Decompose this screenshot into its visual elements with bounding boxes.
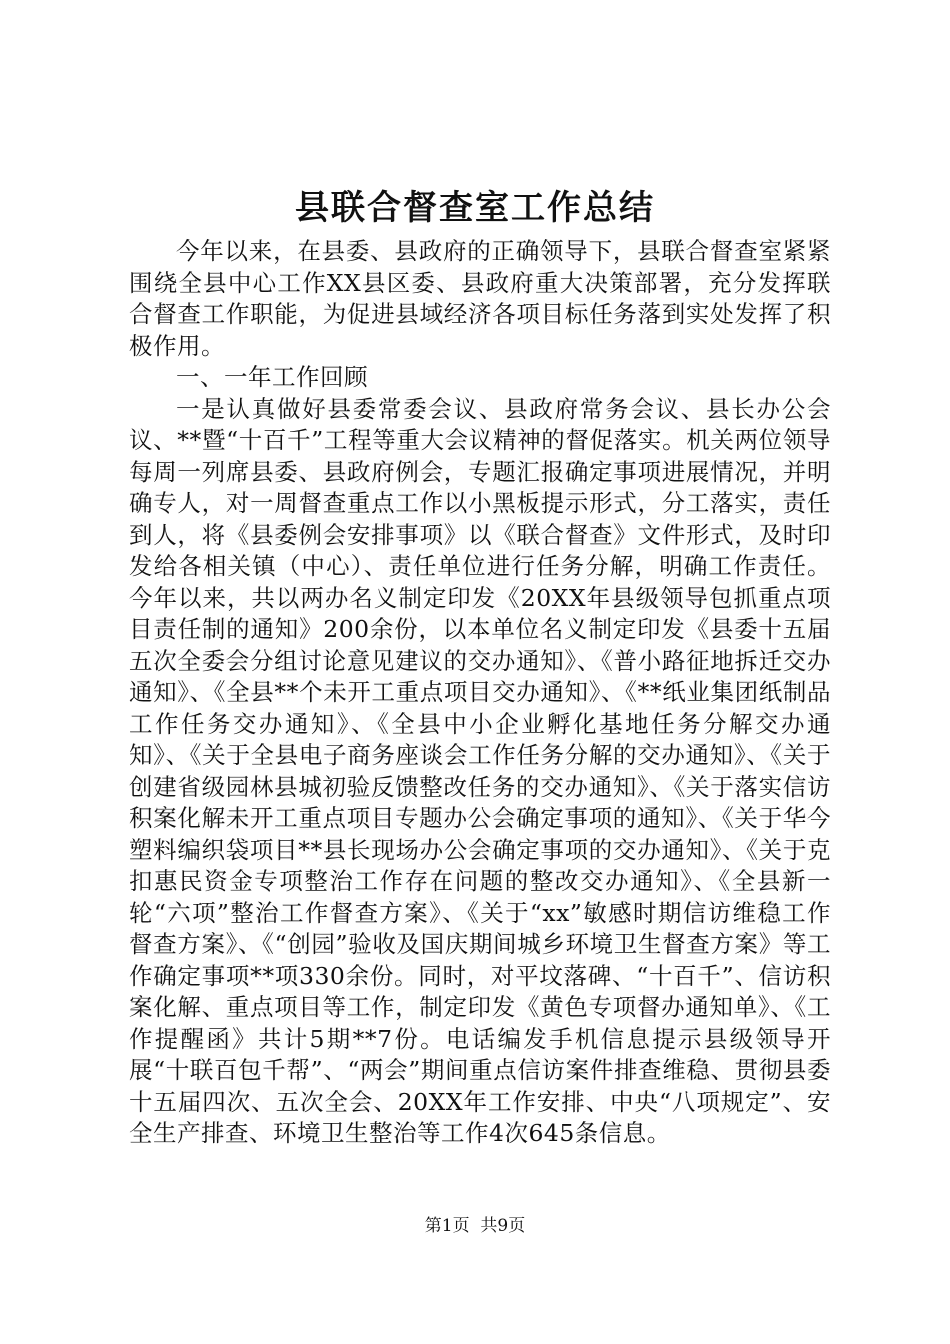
page-footer — [0, 1214, 950, 1238]
section-heading: 一、一年工作回顾 — [176, 363, 368, 391]
paragraph-intro: 今年以来，在县委、县政府的正确领导下，县联合督查室紧紧围绕全县中心工作XX县区委、县政府重大决策部署，充分发挥联合督查工作职能，为促进县域经济各项目标任务落到实处发挥了积极作用。 — [129, 237, 831, 360]
document-title: 县联合督查室工作总结 — [295, 188, 655, 228]
page-number: 第1页 共9页 — [424, 1216, 526, 1236]
document-body — [129, 236, 831, 1150]
paragraph-item-one: 一是认真做好县委常委会议、县政府常务会议、县长办公会议、**暨“十百千”工程等重大会议精神的督促落实。机关两位领导每周一列席县委、县政府例会，专题汇报确定事项进展情况，并明确专人，对一周督查重点工作以小黑板提示形式，分工落实，责任到人，将《县委例会安排事项》以《联合督查》文件形式，及时印发给各相关镇（中心）、责任单位进行任务分解，明确工作责任。今年以来，共以两办名义制定印发《20XX年县级领导包抓重点项目责任制的通知》200余份，以本单位名义制定印发《县委十五届五次全委会分组讨论意见建议的交办通知》、《普小路征地拆迁交办通知》、《全县**个未开工重点项目交办通知》、《**纸业集团纸制品工作任务交办通知》、《全县中小企业孵化基地任务分解交办通知》、《关于全县电子商务座谈会工作任务分解的交办通知》、《关于创建省级园林县城初验反馈整改任务的交办通知》、《关于落实信访积案化解未开工重点项目专题办公会确定事项的通知》、《关于华今塑料编织袋项目**县长现场办公会确定事项的交办通知》、《关于克扣惠民资金专项整治工作存在问题的整改交办通知》、《全县新一轮“六项”整治工作督查方案》、《关于“xx”敏感时期信访维稳工作督查方案》、《“创园”验收及国庆期间城乡环境卫生督查方案》等工作确定事项**项330余份。同时，对平坟落碑、“十百千”、信访积案化解、重点项目等工作，制定印发《黄色专项督办通知单》、《工作提醒函》共计5期**7份。电话编发手机信息提示县级领导开展“十联百包千帮”、“两会”期间重点信访案件排查维稳、贯彻县委十五届四次、五次全会、20XX年工作安排、中央“八项规定”、安全生产排查、环境卫生整治等工作4次645条信息。 — [129, 394, 831, 1147]
